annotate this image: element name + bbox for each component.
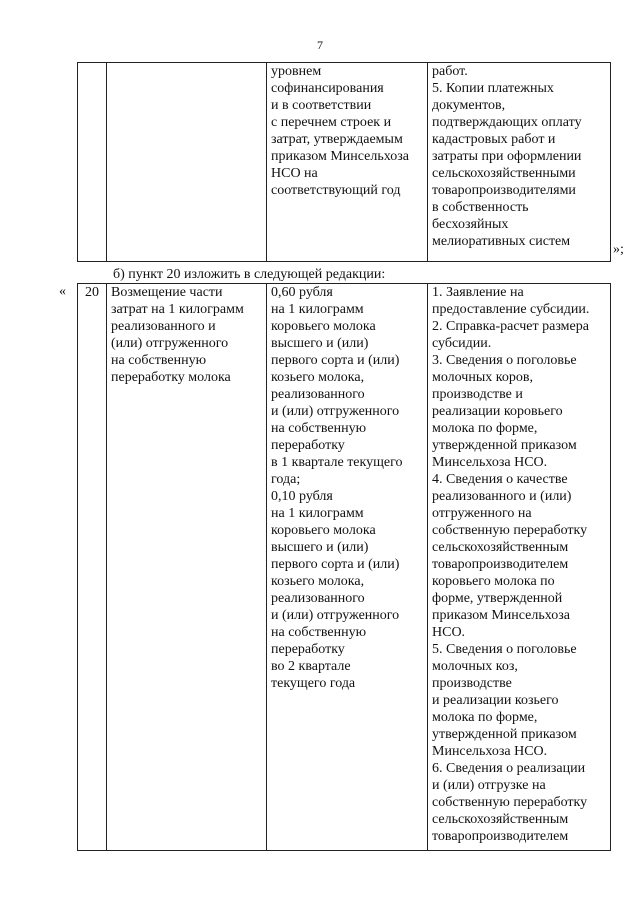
cell-text-line: на собственную	[271, 625, 367, 640]
cell-text-line: 0,10 рубля	[271, 489, 333, 504]
cell-text-line: реализованного	[271, 591, 365, 606]
cell-text-line: товаропроизводителем	[432, 829, 569, 844]
cell-text-line: реализованного	[271, 387, 365, 402]
cell-text-line: сельскохозяйственным	[432, 812, 569, 827]
cell-text-line: молочных коз,	[432, 659, 518, 674]
cell-text-line: утвержденной приказом	[432, 438, 577, 453]
cell-text-line: сельскохозяйственным	[432, 540, 569, 555]
cell-text-line: 6. Сведения о реализации	[432, 761, 586, 776]
cell-text-line: переработку	[271, 642, 345, 657]
cell-text-line: на собственную	[271, 421, 367, 436]
cell-text-line: на 1 килограмм	[271, 302, 364, 317]
cell-text-line: года;	[271, 472, 301, 487]
cell-text-line: Минсельхоза НСО.	[432, 455, 548, 470]
cell-text-line: 5. Копии платежных	[432, 81, 554, 96]
cell-text-line: софинансирования	[271, 81, 384, 96]
opening-quote-mark: «	[59, 284, 66, 299]
page-number: 7	[317, 38, 323, 52]
cell-text-line: высшего и (или)	[271, 336, 369, 351]
cell-text-line: затрат, утверждаемым	[271, 132, 403, 147]
cell-text-line: первого сорта и (или)	[271, 353, 400, 368]
closing-quote-mark: »;	[613, 242, 624, 257]
cell-text-line: отгруженного на	[432, 506, 532, 521]
cell-text-line: кадастровых работ и	[432, 132, 556, 147]
cell-text-line: затраты при оформлении	[432, 149, 582, 164]
cell-text-line: приказом Минсельхоза	[271, 149, 409, 164]
cell-text-line: коровьего молока	[271, 523, 376, 538]
table-row	[78, 284, 611, 851]
cell-text-line: (или) отгруженного	[111, 336, 229, 351]
cell-text-line: молока по форме,	[432, 710, 538, 725]
cell-text-line: мелиоративных систем	[432, 234, 571, 249]
cell-text-line: 2. Справка-расчет размера	[432, 319, 589, 334]
table-cell-rate	[267, 284, 428, 851]
cell-text-line: собственную переработку	[432, 795, 588, 810]
cell-text-line: документов,	[432, 98, 506, 113]
cell-text-line: и (или) отгруженного	[271, 608, 400, 623]
cell-text-line: и реализации козьего	[432, 693, 559, 708]
cell-text-line: 3. Сведения о поголовье	[432, 353, 577, 368]
cell-text-line: товаропроизводителем	[432, 557, 569, 572]
table-item-20	[77, 283, 611, 851]
cell-text-line: сельскохозяйственными	[432, 166, 576, 181]
cell-text-line: с перечнем строек и	[271, 115, 392, 130]
cell-text-line: переработку молока	[111, 370, 231, 385]
cell-text-line: форме, утвержденной	[432, 591, 563, 606]
cell-text-line: высшего и (или)	[271, 540, 369, 555]
cell-text-line: коровьего молока по	[432, 574, 555, 589]
cell-text-line: 4. Сведения о качестве	[432, 472, 568, 487]
cell-text-line: Минсельхоза НСО.	[432, 744, 548, 759]
cell-text-line: затрат на 1 килограмм	[111, 302, 244, 317]
cell-text-line: коровьего молока	[271, 319, 376, 334]
cell-text-line: во 2 квартале	[271, 659, 351, 674]
cell-text-line: соответствующий год	[271, 183, 401, 198]
table-cell-name	[107, 63, 267, 262]
cell-text-line: 1. Заявление на	[432, 285, 524, 300]
cell-text-line: предоставление субсидии.	[432, 302, 590, 317]
cell-text-line: работ.	[432, 64, 468, 79]
cell-text-line: 5. Сведения о поголовье	[432, 642, 577, 657]
table-cell-number: 20	[78, 284, 107, 851]
cell-text-line: товаропроизводителями	[432, 183, 576, 198]
cell-text-line: на 1 килограмм	[271, 506, 364, 521]
cell-text-line: молочных коров,	[432, 370, 533, 385]
table-cell-number	[78, 63, 107, 262]
table-cell-rate	[267, 63, 428, 262]
amendment-instruction: б) пункт 20 изложить в следующей редакции:	[113, 267, 386, 282]
cell-text-line: козьего молока,	[271, 370, 365, 385]
cell-text-line: козьего молока,	[271, 574, 365, 589]
cell-text-line: утвержденной приказом	[432, 727, 577, 742]
cell-text-line: НСО на	[271, 166, 318, 181]
cell-text-line: и (или) отгруженного	[271, 404, 400, 419]
cell-text-line: бесхозяйных	[432, 217, 509, 232]
cell-text-line: в собственность	[432, 200, 529, 215]
cell-text-line: в 1 квартале текущего	[271, 455, 403, 470]
cell-text-line: текущего года	[271, 676, 356, 691]
cell-text-line: переработку	[271, 438, 345, 453]
table-row	[78, 63, 611, 262]
cell-text-line: первого сорта и (или)	[271, 557, 400, 572]
table-cell-documents	[428, 284, 611, 851]
cell-text-line: и (или) отгрузке на	[432, 778, 546, 793]
cell-text-line: уровнем	[271, 64, 322, 79]
cell-text-line: реализованного и	[111, 319, 216, 334]
cell-text-line: приказом Минсельхоза	[432, 608, 570, 623]
cell-text-line: субсидии.	[432, 336, 492, 351]
table-cell-name	[107, 284, 267, 851]
cell-text-line: производстве и	[432, 387, 523, 402]
cell-text-line: НСО.	[432, 625, 466, 640]
table-continued	[77, 62, 611, 262]
cell-text-line: подтверждающих оплату	[432, 115, 582, 130]
cell-text-line: реализации коровьего	[432, 404, 563, 419]
table-cell-documents	[428, 63, 611, 262]
cell-text-line: собственную переработку	[432, 523, 588, 538]
cell-text-line: и в соответствии	[271, 98, 372, 113]
cell-text-line: реализованного и (или)	[432, 489, 572, 504]
cell-text-line: 0,60 рубля	[271, 285, 333, 300]
cell-text-line: молока по форме,	[432, 421, 538, 436]
cell-text-line: Возмещение части	[111, 285, 223, 300]
cell-text-line: на собственную	[111, 353, 207, 368]
cell-text-line: производстве	[432, 676, 512, 691]
